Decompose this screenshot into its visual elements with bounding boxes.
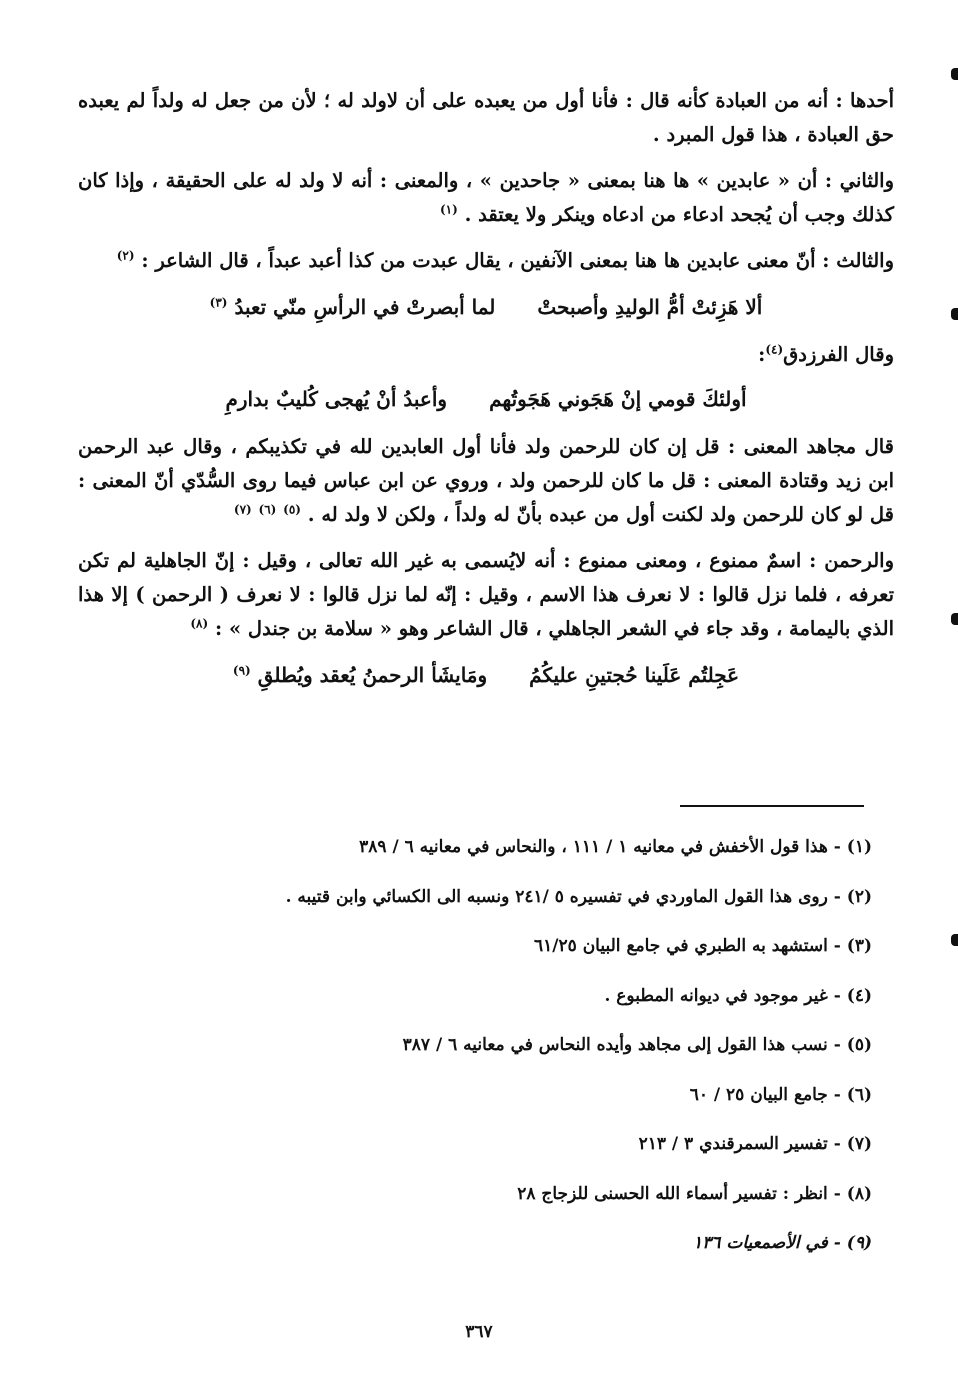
footnote-text: - نسب هذا القول إلى مجاهد وأيده النحاس في معانيه ٦ / ٣٨٧ bbox=[402, 1035, 841, 1055]
paragraph-text: أحدها : أنه من العبادة كأنه قال : فأنا أول من يعبده على أن لاولد له ؛ لأن من جعل له ولداً لم يعبده حق العبادة ، هذا قول المبرد . bbox=[78, 89, 894, 146]
punch-hole-mark bbox=[951, 613, 958, 625]
paragraph-text: والثالث : أنّ معنى عابدين ها هنا بمعنى الآنفين ، يقال عبدت من كذا أعبد عبداً ، قال الشاعر : bbox=[141, 249, 894, 272]
footnote-ref[interactable]: (٧) bbox=[233, 502, 252, 517]
footnote-number: (١) bbox=[846, 837, 872, 857]
verse-line bbox=[78, 290, 894, 324]
footnote-text: - في الأصمعيات ١٣٦ bbox=[693, 1233, 841, 1253]
footnote-item-handwritten bbox=[200, 1226, 872, 1276]
page-number: ٣٦٧ bbox=[465, 1322, 493, 1342]
footnote-ref[interactable]: (٤) bbox=[765, 342, 784, 357]
footnote-item bbox=[200, 1177, 872, 1227]
main-text bbox=[78, 84, 894, 706]
verse-first-hemistich: عَجِلتُم عَلَينا حُجتينِ عليكُمُ bbox=[529, 663, 740, 687]
paragraph-second bbox=[78, 164, 894, 232]
footnote-ref[interactable]: (٩) bbox=[232, 663, 251, 678]
paragraph-text: والثاني : أن « عابدين » ها هنا بمعنى « جاحدين » ، والمعنى : أنه لا ولد له على الحقيقة ، وإذا كان كذلك وجب أن يُجحد ادعاء من ادعاه وينكر ولا يعتقد . bbox=[78, 169, 894, 226]
punch-hole-mark bbox=[951, 934, 958, 946]
footnote-number: (٣) bbox=[846, 936, 872, 956]
footnote-text: - انظر : تفسير أسماء الله الحسنى للزجاج ٢٨ bbox=[517, 1183, 841, 1204]
footnote-ref[interactable]: (١) bbox=[439, 202, 458, 217]
poet-intro-text: وقال الفرزدق bbox=[783, 343, 894, 366]
verse-first-hemistich: أولئكَ قومي إنْ هَجَوني هَجَوتُهم bbox=[489, 387, 747, 411]
paragraph-text: قال مجاهد المعنى : قل إن كان للرحمن ولد فأنا أول العابدين لله في تكذيبكم ، وقال عبد الرحمن ابن زيد وقتادة المعنى : قل ما كان للرحمن ولد ، وروي عن ابن عباس فيما روى السُّدّي أنّ المعنى : قل لو كان للرحمن ولد لكنت أول من عبده بأنّ له ولداً ، ولكن لا ولد له . bbox=[78, 435, 894, 526]
footnote-number: (٥) bbox=[846, 1035, 872, 1055]
footnote-number: (٨) bbox=[846, 1183, 872, 1204]
footnote-text: - روى هذا القول الماوردي في تفسيره ٥ /٢٤١ ونسبه الى الكسائي وابن قتيبه . bbox=[285, 886, 841, 907]
verse-line bbox=[78, 382, 894, 416]
verse-second-hemistich: وأعبدُ أنْ يُهجى كُليبٌ بدارمِ bbox=[225, 387, 448, 411]
verse-second-hemistich bbox=[210, 290, 496, 324]
paragraph-first bbox=[78, 84, 894, 152]
poet-intro-colon: : bbox=[758, 343, 766, 366]
footnote-number: (٢) bbox=[846, 886, 872, 907]
poet-intro bbox=[78, 338, 894, 372]
footnote-item bbox=[200, 979, 872, 1029]
paragraph-text: والرحمن : اسمٌ ممنوع ، ومعنى ممنوع : أنه لايُسمى به غير الله تعالى ، وقيل : إنّ الجاهلية لم تكن تعرفه ، فلما نزل قالوا : لا نعرف هذا الاسم ، وقيل : إنّه لما نزل قالوا : لا نعرف ( الرحمن ) إلا هذا الذي باليمامة ، وقد جاء في الشعر الجاهلي ، قال الشاعر وهو « سلامة بن جندل » : bbox=[78, 549, 894, 640]
footnote-item bbox=[200, 830, 872, 880]
footnotes bbox=[200, 830, 872, 1276]
footnote-text: - جامع البيان ٢٥ / ٦٠ bbox=[689, 1084, 841, 1105]
paragraph-rahman bbox=[78, 544, 894, 646]
footnote-text: - هذا قول الأخفش في معانيه ١ / ١١١ ، والنحاس في معانيه ٦ / ٣٨٩ bbox=[359, 837, 841, 857]
footnote-number: (٧) bbox=[846, 1134, 872, 1154]
verse-text: ومَايشَأ الرحمنُ يُعقد ويُطلقِ bbox=[257, 663, 488, 687]
punch-hole-mark bbox=[951, 68, 958, 80]
footnote-item bbox=[200, 880, 872, 930]
footnote-ref[interactable]: (٦) bbox=[258, 502, 277, 517]
footnote-text: - غير موجود في ديوانه المطبوع . bbox=[604, 985, 841, 1006]
footnote-item bbox=[200, 1127, 872, 1177]
verse-text: لما أبصرتْ في الرأسِ منّي تعبدُ bbox=[234, 295, 496, 319]
footnote-ref[interactable]: (٥) bbox=[283, 502, 301, 517]
verse-line bbox=[78, 658, 894, 692]
verse-second-hemistich bbox=[233, 658, 487, 692]
paragraph-mujahid bbox=[78, 430, 894, 532]
footnote-divider bbox=[680, 805, 864, 807]
footnote-number: (٤) bbox=[846, 985, 872, 1006]
verse-first-hemistich: ألا هَزِئتْ أمُّ الوليدِ وأصبحتْ bbox=[537, 295, 763, 319]
footnote-text: - استشهد به الطبري في جامع البيان ٦١/٢٥ bbox=[534, 936, 841, 956]
footnote-item bbox=[200, 1028, 872, 1078]
footnote-number: (٩) bbox=[846, 1233, 872, 1253]
footnote-ref[interactable]: (٢) bbox=[116, 248, 135, 263]
footnote-item bbox=[200, 929, 872, 979]
footnote-item bbox=[200, 1078, 872, 1128]
footnote-ref[interactable]: (٣) bbox=[209, 295, 228, 310]
paragraph-third bbox=[78, 244, 894, 278]
footnote-text: - تفسير السمرقندي ٣ / ٢١٣ bbox=[638, 1134, 841, 1154]
footnote-ref[interactable]: (٨) bbox=[190, 616, 209, 631]
footnote-number: (٦) bbox=[846, 1084, 872, 1105]
punch-hole-mark bbox=[951, 308, 958, 320]
